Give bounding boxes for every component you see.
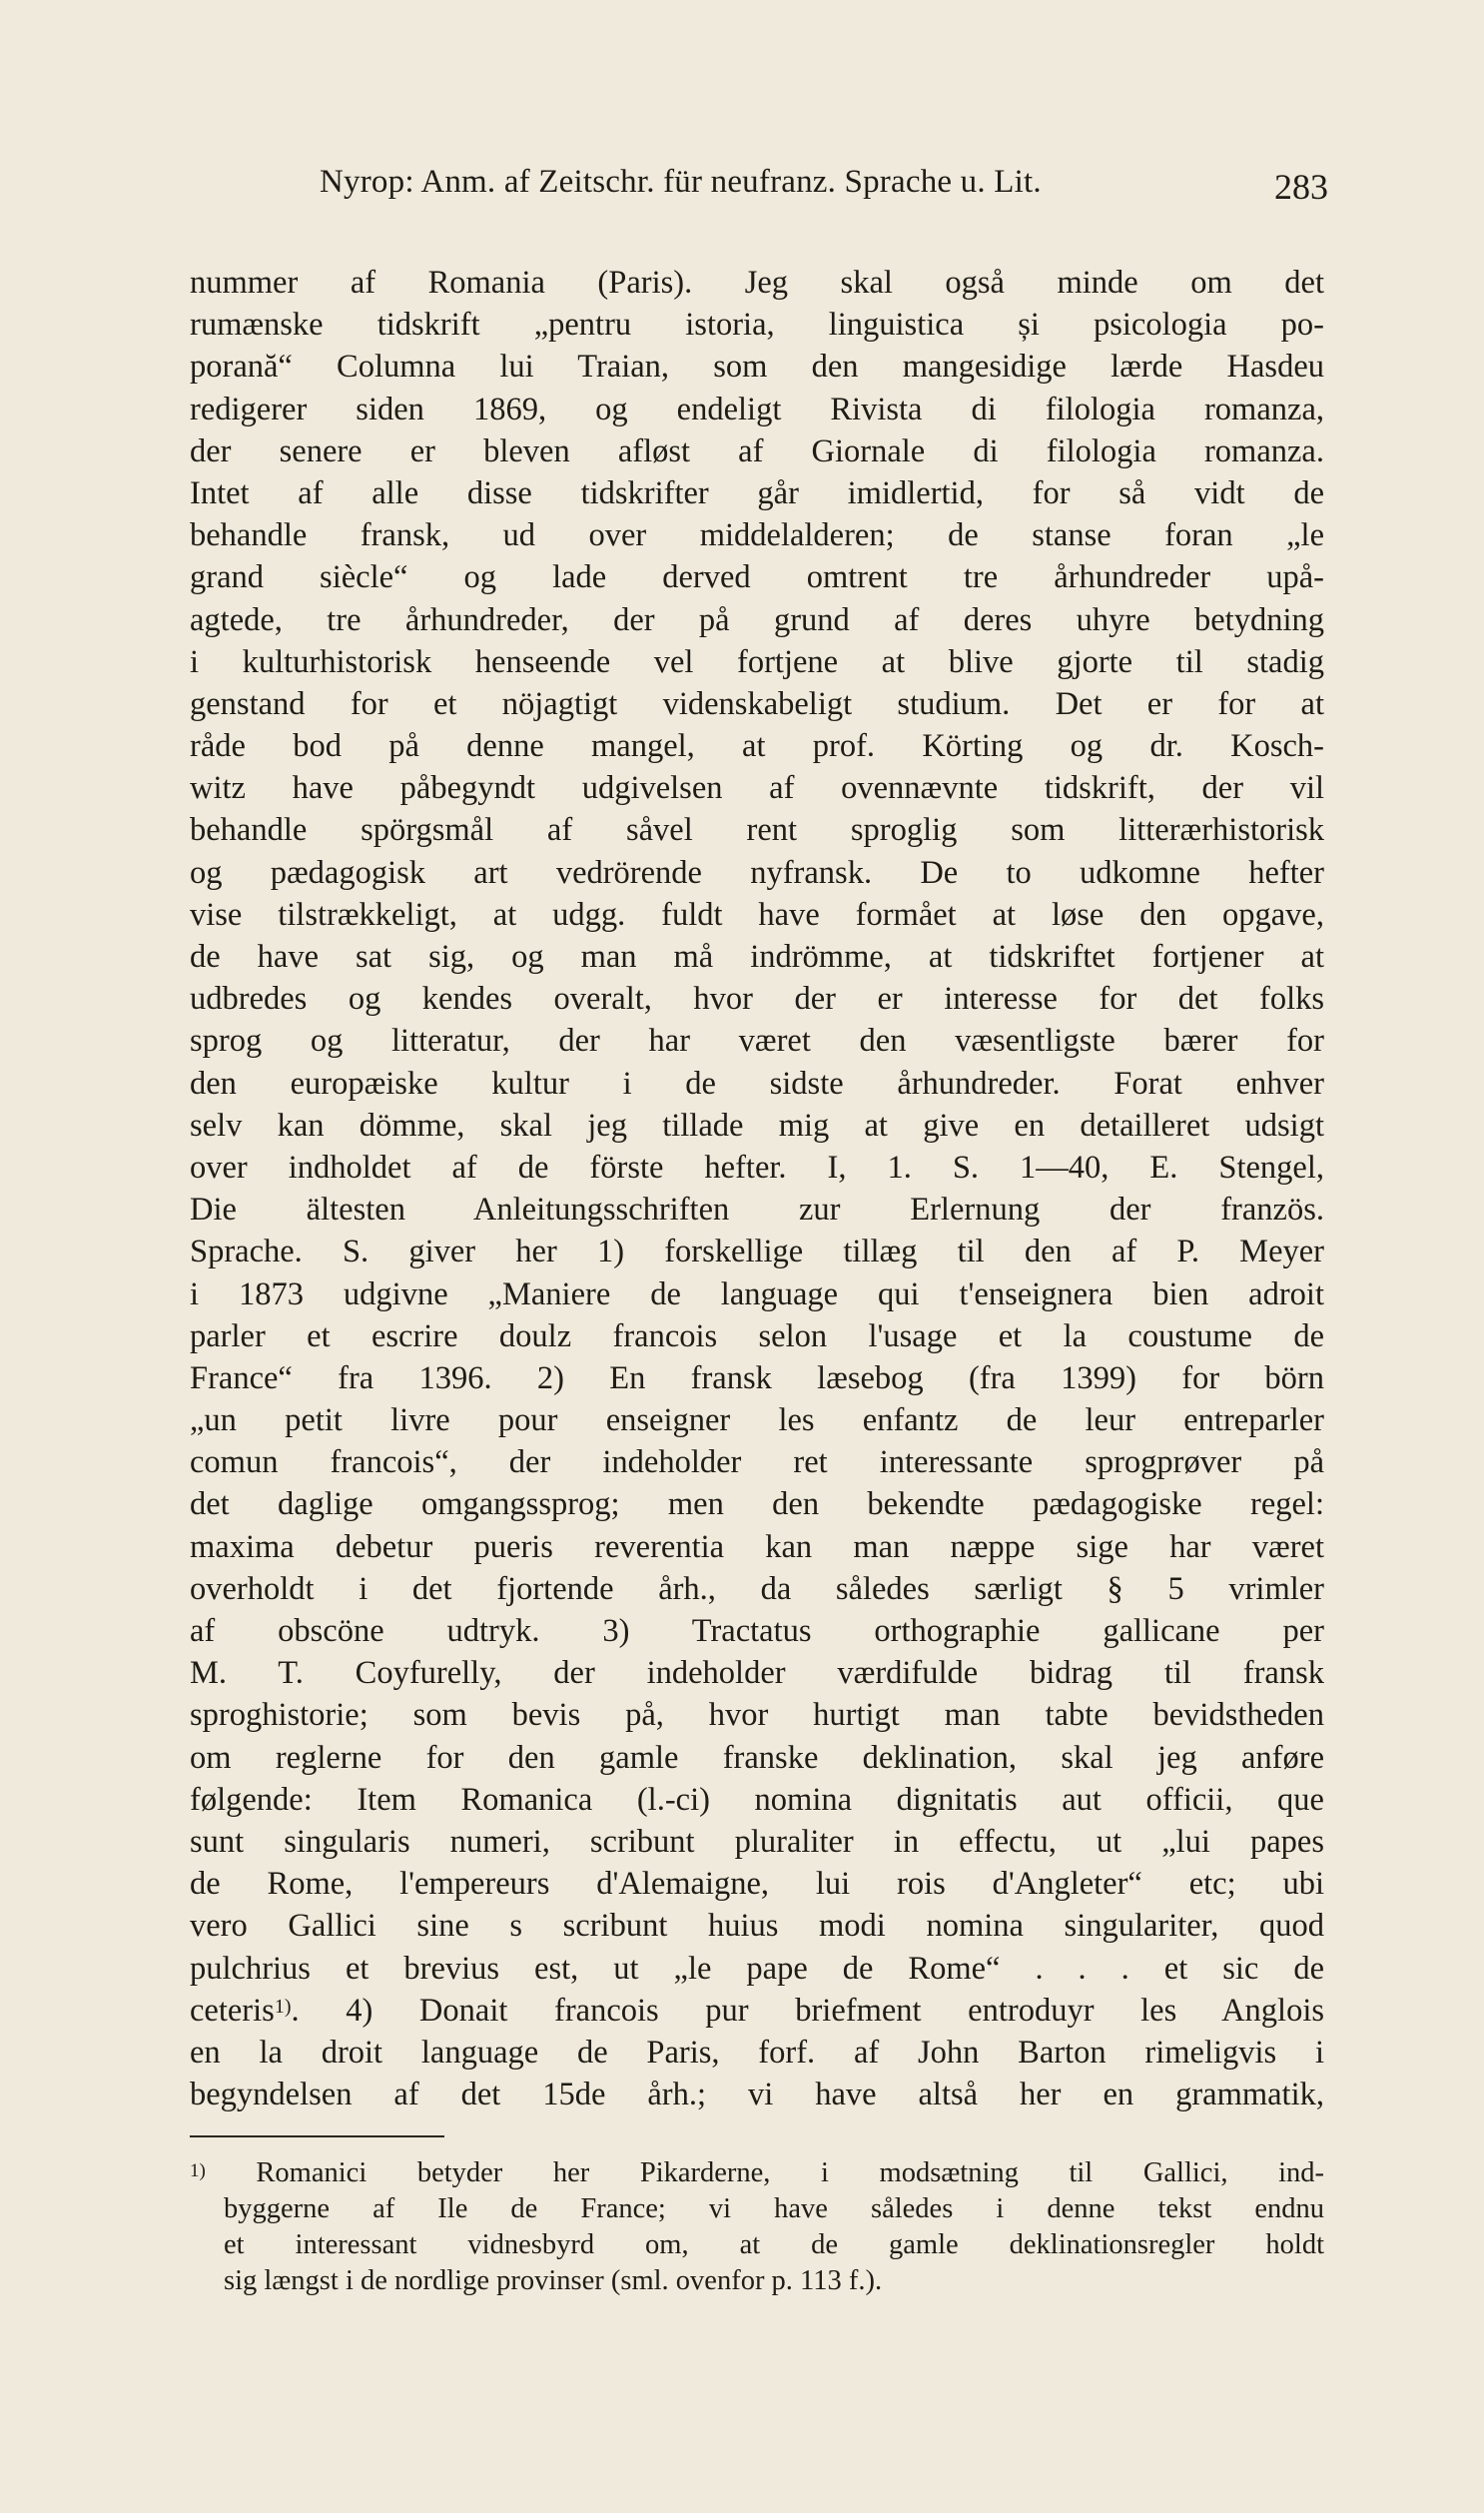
- body-line: over indholdet af de förste hefter. I, 1. S. 1—40, E. Stengel,: [190, 1149, 1324, 1186]
- body-line: begyndelsen af det 15de årh.; vi have altså her en grammatik,: [190, 2077, 1324, 2113]
- body-line: vise tilstrækkeligt, at udgg. fuldt have formået at løse den opgave,: [190, 896, 1324, 933]
- footnote-continuation: [190, 2191, 1324, 2299]
- body-line: i kulturhistorisk henseende vel fortjene at blive gjorte til stadig: [190, 643, 1324, 680]
- body-line: redigerer siden 1869, og endeligt Rivista di filologia romanza,: [190, 391, 1324, 427]
- body-line: udbredes og kendes overalt, hvor der er interesse for det folks: [190, 981, 1324, 1018]
- body-line: Sprache. S. giver her 1) forskellige tillæg til den af P. Meyer: [190, 1234, 1324, 1270]
- footnote-reference[interactable]: 1): [274, 1995, 292, 2018]
- body-line: rumænske tidskrift „pentru istoria, linguistica și psicologia po-: [190, 307, 1324, 344]
- body-line: og pædagogisk art vedrörende nyfransk. De to udkomne hefter: [190, 854, 1324, 891]
- body-line: Die ältesten Anleitungsschriften zur Erlernung der französ.: [190, 1192, 1324, 1229]
- body-line: det daglige omgangssprog; men den bekendte pædagogiske regel:: [190, 1486, 1324, 1523]
- body-line: der senere er bleven afløst af Giornale di filologia romanza.: [190, 432, 1324, 469]
- body-line: France“ fra 1396. 2) En fransk læsebog (fra 1399) for börn: [190, 1359, 1324, 1396]
- body-line: den europæiske kultur i de sidste århundreder. Forat enhver: [190, 1065, 1324, 1102]
- body-line: „un petit livre pour enseigner les enfantz de leur entreparler: [190, 1402, 1324, 1439]
- body-line: følgende: Item Romanica (l.-ci) nomina dignitatis aut officii, que: [190, 1781, 1324, 1818]
- body-line-rest: 4) Donait francois pur briefment entroduyr les Anglois: [346, 1992, 1324, 2029]
- body-line: genstand for et nöjagtigt videnskabeligt studium. Det er for at: [190, 685, 1324, 722]
- body-line: behandle spörgsmål af såvel rent sproglig som litterærhistorisk: [190, 812, 1324, 849]
- footnote-line: et interessant vidnesbyrd om, at de gamle deklinationsregler holdt: [224, 2229, 1324, 2260]
- footnote-text: Romanici betyder her Pikarderne, i modsætning til Gallici, ind-: [256, 2157, 1324, 2188]
- body-line: selv kan dömme, skal jeg tillade mig at give en detailleret udsigt: [190, 1107, 1324, 1144]
- body-line: behandle fransk, ud over middelalderen; de stanse foran „le: [190, 517, 1324, 554]
- footnote-divider: [190, 2135, 444, 2137]
- body-line: de have sat sig, og man må indrömme, at tidskriftet fortjener at: [190, 939, 1324, 975]
- footnote-line: byggerne af Ile de France; vi have således i denne tekst endnu: [224, 2193, 1324, 2224]
- body-line: maxima debetur pueris reverentia kan man næppe sige har været: [190, 1528, 1324, 1565]
- footnote-line-first: [190, 2155, 1324, 2191]
- body-line: pulchrius et brevius est, ut „le pape de Rome“ . . . et sic de: [190, 1950, 1324, 1987]
- body-line: Intet af alle disse tidskrifter går imidlertid, for så vidt de: [190, 474, 1324, 511]
- body-line: sprog og litteratur, der har været den væsentligste bærer for: [190, 1023, 1324, 1060]
- body-line: i 1873 udgivne „Maniere de language qui t'enseignera bien adroit: [190, 1275, 1324, 1312]
- footnote-marker: 1): [190, 2160, 206, 2181]
- body-line-with-footnote-ref: ceteris$^{1)}$. 4) Donait francois pur briefment entroduyr les Anglois: [190, 1992, 1324, 2029]
- footnote-line: sig længst i de nordlige provinser (sml. ovenfor p. 113 f.).: [224, 2265, 883, 2296]
- body-line: om reglerne for den gamle franske deklination, skal jeg anføre: [190, 1739, 1324, 1776]
- body-line: grand siècle“ og lade derved omtrent tre århundreder upå-: [190, 559, 1324, 596]
- body-line: råde bod på denne mangel, at prof. Körting og dr. Kosch-: [190, 728, 1324, 765]
- body-line-start: ceteris: [190, 1992, 275, 2029]
- body-line: nummer af Romania (Paris). Jeg skal også minde om det: [190, 265, 1324, 301]
- page-number: 283: [1274, 167, 1328, 207]
- body-line: witz have påbegyndt udgivelsen af ovennævnte tidskrift, der vil: [190, 770, 1324, 807]
- body-line: af obscöne udtryk. 3) Tractatus orthographie gallicane per: [190, 1613, 1324, 1649]
- body-line: overholdt i det fjortende årh., da således særligt § 5 vrimler: [190, 1570, 1324, 1607]
- body-line: en la droit language de Paris, forf. af John Barton rimeligvis i: [190, 2034, 1324, 2071]
- running-head: Nyrop: Anm. af Zeitschr. für neufranz. Sprache u. Lit.: [320, 164, 1042, 200]
- body-line: sunt singularis numeri, scribunt pluraliter in effectu, ut „lui papes: [190, 1823, 1324, 1860]
- body-line: parler et escrire doulz francois selon l'usage et la coustume de: [190, 1317, 1324, 1354]
- body-line: M. T. Coyfurelly, der indeholder værdifulde bidrag til fransk: [190, 1655, 1324, 1692]
- footnote: [190, 2155, 1324, 2299]
- page-header: [320, 164, 1328, 212]
- body-line: vero Gallici sine s scribunt huius modi nomina singulariter, quod: [190, 1908, 1324, 1945]
- body-line: porană“ Columna lui Traian, som den mangesidige lærde Hasdeu: [190, 349, 1324, 386]
- body-line: sproghistorie; som bevis på, hvor hurtigt man tabte bevidstheden: [190, 1697, 1324, 1734]
- body-line: de Rome, l'empereurs d'Alemaigne, lui rois d'Angleter“ etc; ubi: [190, 1866, 1324, 1903]
- body-line: agtede, tre århundreder, der på grund af deres uhyre betydning: [190, 601, 1324, 638]
- body-line: comun francois“, der indeholder ret interessante sprogprøver på: [190, 1444, 1324, 1481]
- body-text: [190, 262, 1324, 2115]
